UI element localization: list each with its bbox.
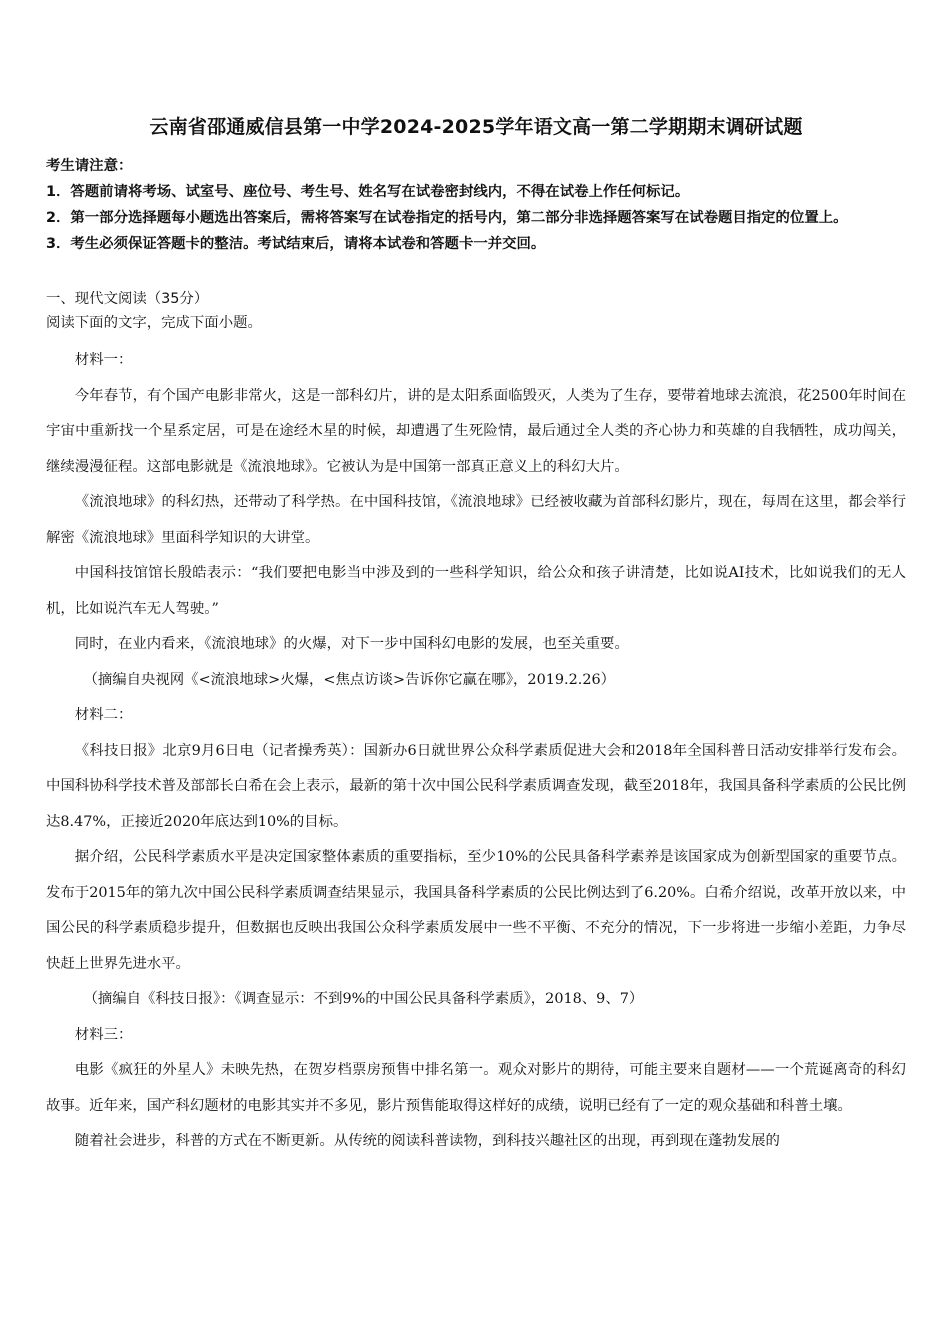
section-instruction: 阅读下面的文字，完成下面小题。 xyxy=(46,315,262,331)
material-label: 材料一： xyxy=(74,352,133,368)
paragraph: 中国科技馆馆长殷皓表示：“我们要把电影当中涉及到的一些科学知识，给公众和孩子讲清楚，比如说AI技术，比如说我们的无人机，比如说汽车无人驾驶。” xyxy=(46,565,906,617)
paragraph: 电影《疯狂的外星人》未映先热，在贺岁档票房预售中排名第一。观众对影片的期待，可能主要来自题材——一个荒诞离奇的科幻故事。近年来，国产科幻题材的电影其实并不多见，影片预售能取得这样好的成绩，说明已经有了一定的观众基础和科普土壤。 xyxy=(46,1062,906,1114)
paragraph: 据介绍，公民科学素质水平是决定国家整体素质的重要指标，至少10%的公民具备科学素养是该国家成为创新型国家的重要节点。发布于2015年的第九次中国公民科学素质调查结果显示，我国具备科学素质的公民比例达到了6.20%。白希介绍说，改革开放以来，中国公民的科学素质稳步提升，但数据也反映出我国公众科学素质发展中一些不平衡、不充分的情况，下一步将进一步缩小差距，力争尽快赶上世界先进水平。 xyxy=(46,849,906,972)
source-citation: （摘编自《科技日报》：《调查显示：不到9%的中国公民具备科学素质》，2018、9、7） xyxy=(83,991,644,1007)
notice-item: 3．考生必须保证答题卡的整洁。考试结束后，请将本试卷和答题卡一并交回。 xyxy=(46,236,546,252)
reading-material xyxy=(46,343,906,1160)
material-label: 材料三： xyxy=(74,1026,133,1043)
material-label: 材料二： xyxy=(74,707,133,723)
section-heading: 一、现代文阅读（35分） xyxy=(46,291,209,307)
paragraph: 随着社会进步，科普的方式在不断更新。从传统的阅读科普读物，到科技兴趣社区的出现，再到现在蓬勃发展的 xyxy=(74,1133,780,1149)
paragraph: 今年春节，有个国产电影非常火，这是一部科幻片，讲的是太阳系面临毁灭，人类为了生存，要带着地球去流浪，花2500年时间在宇宙中重新找一个星系定居，可是在途经木星的时候，却遭遇了生死险情，最后通过全人类的齐心协力和英雄的自我牺牲，成功闯关，继续漫漫征程。这部电影就是《流浪地球》。它被认为是中国第一部真正意义上的科幻大片。 xyxy=(46,387,906,475)
paragraph: 同时，在业内看来，《流浪地球》的火爆，对下一步中国科幻电影的发展，也至关重要。 xyxy=(74,636,629,652)
notice-item: 1．答题前请将考场、试室号、座位号、考生号、姓名写在试卷密封线内，不得在试卷上作任何标记。 xyxy=(46,184,690,200)
notice-heading: 考生请注意： xyxy=(46,158,133,174)
candidate-notice xyxy=(46,153,906,257)
paragraph: 《科技日报》北京9月6日电（记者操秀英）：国新办6日就世界公众科学素质促进大会和2018年全国科普日活动安排举行发布会。中国科协科学技术普及部部长白希在会上表示，最新的第十次中国公民科学素质调查发现，截至2018年，我国具备科学素质的公民比例达8.47%，正接近2020年底达到10%的目标。 xyxy=(46,742,906,830)
exam-title: 云南省邵通威信县第一中学2024-2025学年语文高一第二学期期末调研试题 xyxy=(149,116,803,138)
paragraph: 《流浪地球》的科幻热，还带动了科学热。在中国科技馆，《流浪地球》已经被收藏为首部科幻影片，现在，每周在这里，都会举行解密《流浪地球》里面科学知识的大讲堂。 xyxy=(46,494,906,546)
source-citation: （摘编自央视网《<流浪地球>火爆，<焦点访谈>告诉你它赢在哪》，2019.2.26） xyxy=(83,671,616,688)
notice-item: 2．第一部分选择题每小题选出答案后，需将答案写在试卷指定的括号内，第二部分非选择题答案写在试卷题目指定的位置上。 xyxy=(46,210,848,226)
